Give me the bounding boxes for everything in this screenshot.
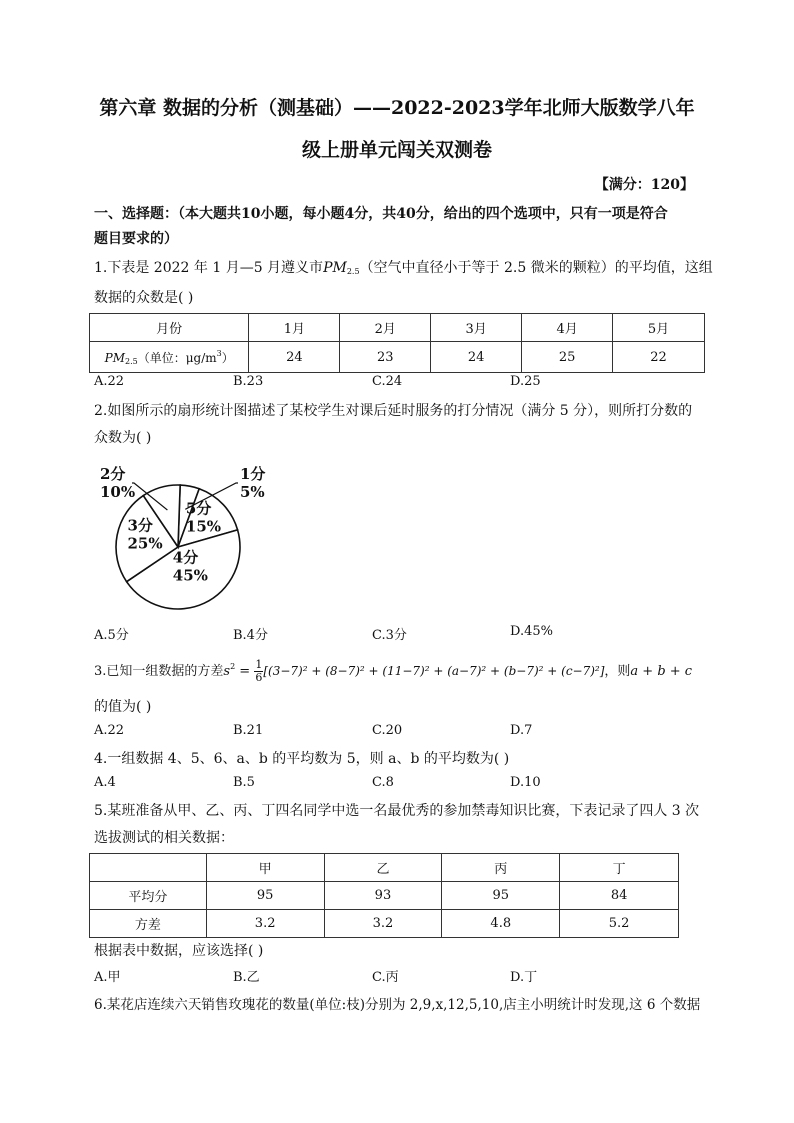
pie-slice-value: 15% xyxy=(185,517,222,536)
q5-value-cell: 95 xyxy=(442,882,560,910)
q4-option-c: C.8 xyxy=(372,775,394,790)
q1-options xyxy=(94,374,694,392)
q3-stem-line1 xyxy=(94,652,692,687)
q5-header-cell: 丙 xyxy=(442,854,560,882)
q1-value-cell: 25 xyxy=(522,342,613,373)
q3-option-c: C.20 xyxy=(372,723,403,738)
q1-value-cell: 23 xyxy=(340,342,431,373)
q1-header-month: 月份 xyxy=(90,314,249,342)
q5-table-header-row xyxy=(90,854,679,882)
section1-heading-line2: 题目要求的） xyxy=(94,231,178,247)
q3-fraction-num: 1 xyxy=(255,658,263,671)
q1-value-cell: 22 xyxy=(613,342,705,373)
q2-option-b: B.4分 xyxy=(233,628,268,643)
pie-slice-label: 5分 xyxy=(185,499,212,518)
q1-value-cell: 24 xyxy=(431,342,522,373)
pie-slice-value: 5% xyxy=(240,483,265,501)
q1-table-data-row xyxy=(90,342,705,373)
q4-stem-line1: 4.一组数据 4、5、6、a、b 的平均数为 5，则 a、b 的平均数为( ) xyxy=(94,751,510,767)
q1-stem-pre: 1.下表是 2022 年 1 月—5 月遵义市 xyxy=(94,260,324,276)
q1-header-cell: 5月 xyxy=(613,314,705,342)
q1-row-label-close: ） xyxy=(221,350,234,365)
q1-option-b: B.23 xyxy=(233,374,264,389)
pie-slice-value: 25% xyxy=(127,534,163,553)
q5-option-c: C.丙 xyxy=(372,970,399,985)
pie-slice-label: 3分 xyxy=(127,516,153,535)
q1-row-label-unit: （单位：μg/m xyxy=(137,350,217,365)
q5-stem-line2: 选拔测试的相关数据： xyxy=(94,830,234,846)
q1-stem-line2: 数据的众数是( ) xyxy=(94,290,194,306)
q2-stem-line1: 2.如图所示的扇形统计图描述了某校学生对课后延时服务的打分情况（满分 5 分），则所打分数的 xyxy=(94,403,693,419)
pie-slice-value: 45% xyxy=(172,566,208,585)
q2-option-a: A.5分 xyxy=(94,628,129,643)
q3-options xyxy=(94,723,694,741)
q1-option-c: C.24 xyxy=(372,374,403,389)
q3-abc-expression: a + b + c xyxy=(630,664,693,679)
q3-option-d: D.7 xyxy=(510,723,533,738)
q1-value-cell: 24 xyxy=(249,342,340,373)
q3-formula: [(3−7)² + (8−7)² + (11−7)² + (a−7)² + (b−7)² + (c−7)²] xyxy=(263,664,605,678)
q1-header-cell: 2月 xyxy=(340,314,431,342)
q5-option-d: D.丁 xyxy=(510,970,538,985)
q5-header-cell: 甲 xyxy=(206,854,324,882)
q5-row-variance xyxy=(90,910,679,938)
q4-option-b: B.5 xyxy=(233,775,255,790)
q5-stem-line3: 根据表中数据，应该选择( ) xyxy=(94,943,264,959)
q1-header-cell: 3月 xyxy=(431,314,522,342)
q3-equals: = xyxy=(235,664,255,679)
q6-stem-line1: 6.某花店连续六天销售玫瑰花的数量(单位:枝)分别为 2,9,x,12,5,10,店主小明统计时发现,这 6 个数据 xyxy=(94,997,701,1013)
page-title-line1: 第六章 数据的分析（测基础）——2022-2023学年北师大版数学八年 xyxy=(99,97,695,119)
q5-stem-line1: 5.某班准备从甲、乙、丙、丁四名同学中选一名最优秀的参加禁毒知识比赛，下表记录了四人 3 次 xyxy=(94,803,700,819)
q3-fraction xyxy=(254,659,263,684)
q1-pm-symbol: PM xyxy=(323,260,347,276)
q1-stem-line1 xyxy=(94,257,713,277)
q3-stem-post: ，则 xyxy=(604,664,631,679)
pie-slice-value: 10% xyxy=(100,483,136,501)
q5-row-label: 平均分 xyxy=(90,882,207,910)
q1-option-d: D.25 xyxy=(510,374,541,389)
q5-header-cell: 乙 xyxy=(324,854,442,882)
q2-option-d: D.45% xyxy=(510,624,553,639)
q5-row-average xyxy=(90,882,679,910)
q1-table-header-row xyxy=(90,314,705,342)
pie-slice-label: 2分 xyxy=(100,465,126,483)
q4-options xyxy=(94,775,694,793)
page-title-line2: 级上册单元闯关双测卷 xyxy=(301,139,492,161)
q1-header-cell: 4月 xyxy=(522,314,613,342)
full-score-label: 【满分：120】 xyxy=(594,177,694,193)
q5-value-cell: 95 xyxy=(206,882,324,910)
q5-value-cell: 3.2 xyxy=(206,910,324,938)
q1-row-label xyxy=(90,342,249,373)
q1-table xyxy=(89,313,705,373)
q4-option-a: A.4 xyxy=(94,775,116,790)
q1-pm-subscript: 2.5 xyxy=(346,267,360,276)
q2-pie-chart xyxy=(94,455,284,615)
q1-row-label-sub: 2.5 xyxy=(125,356,138,366)
q3-variance-symbol: s xyxy=(223,664,231,679)
q5-header-cell: 丁 xyxy=(560,854,679,882)
q3-option-a: A.22 xyxy=(94,723,125,738)
q1-row-label-pm: PM xyxy=(104,350,125,365)
q5-value-cell: 93 xyxy=(324,882,442,910)
pie-slice-label: 1分 xyxy=(240,465,266,483)
q2-stem-line2: 众数为( ) xyxy=(94,430,152,446)
q3-stem-pre: 3.已知一组数据的方差 xyxy=(94,664,224,679)
q5-value-cell: 4.8 xyxy=(442,910,560,938)
q3-fraction-den: 6 xyxy=(255,671,263,684)
q2-option-c: C.3分 xyxy=(372,628,407,643)
q5-option-b: B.乙 xyxy=(233,970,260,985)
q1-row-label-sup: 3 xyxy=(216,348,222,358)
q5-value-cell: 3.2 xyxy=(324,910,442,938)
q3-variance-sup: 2 xyxy=(230,662,236,671)
q1-header-cell: 1月 xyxy=(249,314,340,342)
q5-value-cell: 84 xyxy=(560,882,679,910)
q5-header-empty xyxy=(90,854,207,882)
q5-options xyxy=(94,966,694,984)
q5-table xyxy=(89,853,679,938)
q4-option-d: D.10 xyxy=(510,775,541,790)
q5-option-a: A.甲 xyxy=(94,970,121,985)
pie-slice-label: 4分 xyxy=(172,548,199,567)
q1-stem-post: （空气中直径小于等于 2.5 微米的颗粒）的平均值，这组 xyxy=(359,260,713,276)
q1-option-a: A.22 xyxy=(94,374,125,389)
q5-value-cell: 5.2 xyxy=(560,910,679,938)
q3-stem-line2: 的值为( ) xyxy=(94,699,152,715)
q2-options xyxy=(94,624,694,642)
q5-row-label: 方差 xyxy=(90,910,207,938)
q3-option-b: B.21 xyxy=(233,723,264,738)
section1-heading-line1: 一、选择题：（本大题共10小题，每小题4分，共40分，给出的四个选项中，只有一项是符合 xyxy=(94,206,668,222)
